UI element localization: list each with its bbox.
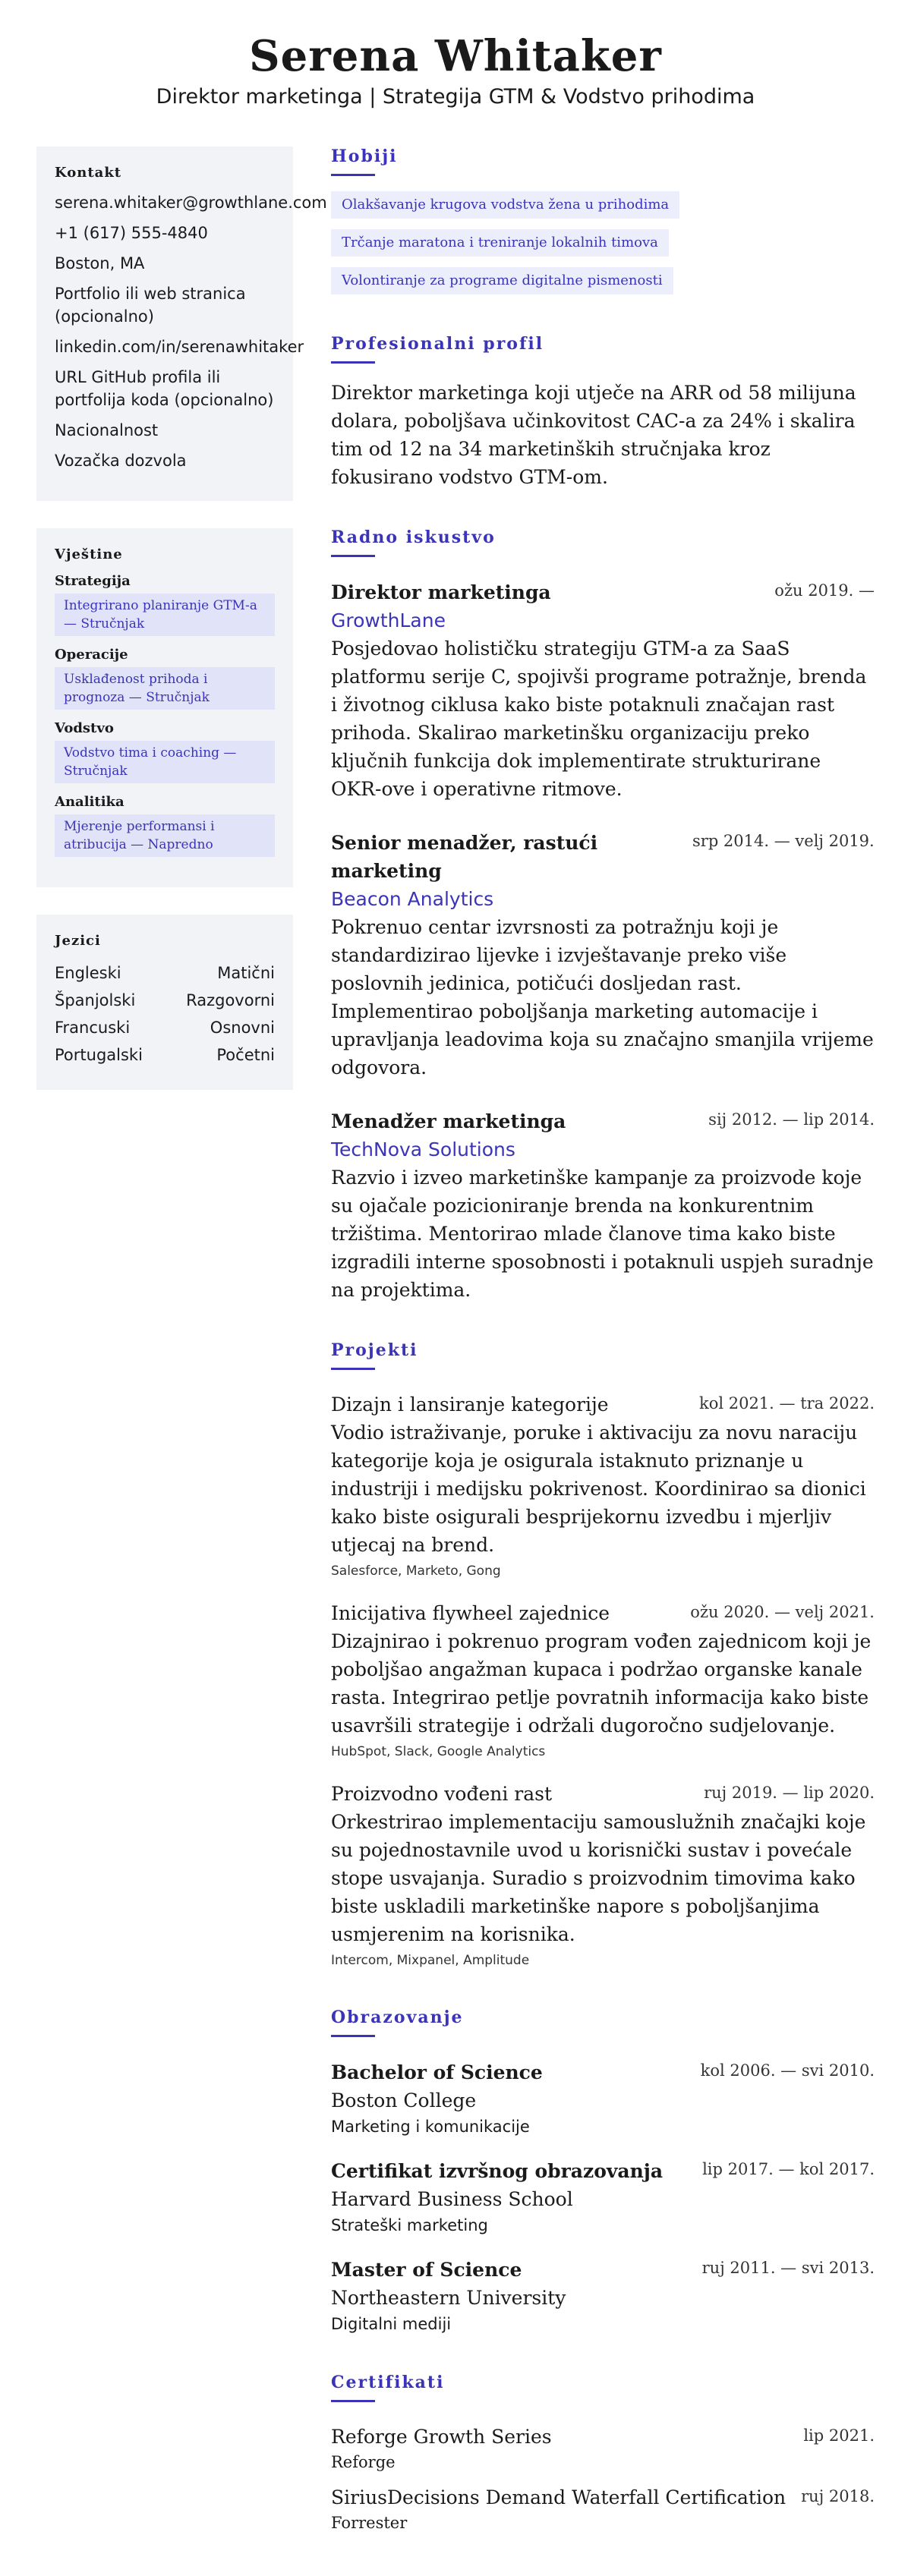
project-title: Proizvodno vođeni rast: [331, 1783, 553, 1806]
education-date: kol 2006. — svi 2010.: [700, 2061, 875, 2080]
education-date: lip 2017. — kol 2017.: [702, 2160, 875, 2179]
sidebar: [36, 146, 327, 2571]
hobbies-section: [331, 146, 875, 305]
hobby-tag: Trčanje maratona i treniranje lokalnih timova: [331, 229, 669, 257]
job-entry: [331, 829, 875, 1082]
contact-title: Kontakt: [55, 165, 122, 181]
section-title: Projekti: [331, 1340, 418, 1361]
project-description: Dizajnirao i pokrenuo program vođen zajednicom koji je poboljšao angažman kupaca i podržao organske kanale rasta. Integrirao petlje povratnih informacija kako biste usavršili strategije i održali dugoročno sudjelovanje.: [331, 1630, 872, 1737]
project-title: Inicijativa flywheel zajednice: [331, 1602, 610, 1625]
project-title: Dizajn i lansiranje kategorije: [331, 1393, 609, 1416]
skill-chip: Mjerenje performansi i atribucija — Napredno: [55, 814, 275, 857]
job-description: Pokrenuo centar izvrsnosti za potražnju koji je standardizirao lijevke i izvještavanje preko više poslovnih jedinica, potičući dosljedan rast. Implementirao poboljšanja marketing automacije i upravljanja leadovima koja su značajno smanjila vrijeme odgovora.: [331, 916, 874, 1079]
section-title: Radno iskustvo: [331, 527, 496, 548]
candidate-headline: Direktor marketinga | Strategija GTM & Vodstvo prihodima: [156, 85, 755, 109]
language-row: [55, 1014, 275, 1041]
project-tech: Intercom, Mixpanel, Amplitude: [331, 1953, 530, 1969]
profile-text: Direktor marketinga koji utječe na ARR od 58 milijuna dolara, poboljšava učinkovitost CAC-a za 24% i skalira tim od 12 na 34 marketinških stručnjaka kroz fokusirano vodstvo GTM-om.: [331, 382, 856, 489]
job-title: Direktor marketinga: [331, 581, 551, 604]
language-row: [55, 1041, 275, 1069]
project-entry: [331, 1781, 875, 1971]
job-description: Razvio i izveo marketinške kampanje za proizvode koje su ojačale pozicioniranje brenda na konkurentnim tržištima. Mentorirao mlade članove tima kako biste izgradili interne sposobnosti i potaknuli uspjeh suradnje na projektima.: [331, 1167, 874, 1302]
project-date: ožu 2020. — velj 2021.: [690, 1603, 875, 1622]
skill-chip: Usklađenost prihoda i prognoza — Stručnjak: [55, 667, 275, 710]
languages-card: [36, 915, 293, 1090]
education-entry: [331, 2058, 875, 2139]
skill-chip: Integrirano planiranje GTM-a — Stručnjak: [55, 594, 275, 636]
contact-portfolio[interactable]: Portfolio ili web stranica (opcionalno): [55, 285, 246, 326]
education-entry: [331, 2256, 875, 2336]
education-school: Northeastern University: [331, 2287, 566, 2310]
education-entry: [331, 2157, 875, 2237]
job-entry: [331, 1107, 875, 1304]
job-date: srp 2014. — velj 2019.: [692, 832, 875, 851]
contact-email[interactable]: serena.whitaker@growthlane.com: [55, 194, 327, 213]
section-title: Profesionalni profil: [331, 334, 544, 354]
language-level: Početni: [216, 1046, 275, 1065]
certificate-issuer: Reforge: [331, 2453, 396, 2472]
project-date: ruj 2019. — lip 2020.: [704, 1784, 875, 1803]
job-company: GrowthLane: [331, 609, 446, 632]
skills-title: Vještine: [55, 546, 123, 563]
section-divider: [331, 555, 375, 557]
contact-license: Vozačka dozvola: [55, 452, 187, 471]
candidate-name: Serena Whitaker: [249, 31, 662, 81]
education-degree: Certifikat izvršnog obrazovanja: [331, 2160, 664, 2183]
education-degree: Master of Science: [331, 2259, 522, 2282]
skill-chip: Vodstvo tima i coaching — Stručnjak: [55, 741, 275, 783]
job-date: sij 2012. — lip 2014.: [708, 1110, 875, 1129]
contact-github[interactable]: URL GitHub profila ili portfolija koda (opcionalno): [55, 368, 274, 410]
education-section: [331, 2008, 875, 2336]
education-school: Harvard Business School: [331, 2188, 573, 2211]
hobby-tag: Olakšavanje krugova vodstva žena u prihodima: [331, 191, 679, 219]
section-title: Obrazovanje: [331, 2008, 464, 2028]
education-field: Digitalni mediji: [331, 2315, 452, 2334]
contact-linkedin[interactable]: linkedin.com/in/serenawhitaker: [55, 338, 304, 357]
profile-section: [331, 334, 875, 491]
section-title: Hobiji: [331, 146, 398, 167]
education-field: Marketing i komunikacije: [331, 2118, 530, 2137]
certificate-issuer: Forrester: [331, 2514, 408, 2533]
hobby-tag: Volontiranje za programe digitalne pismenosti: [331, 267, 673, 294]
projects-section: [331, 1340, 875, 1971]
section-divider: [331, 174, 375, 176]
language-name: Portugalski: [55, 1046, 143, 1065]
language-name: Francuski: [55, 1019, 131, 1038]
certificate-name: Reforge Growth Series: [331, 2426, 552, 2448]
job-description: Posjedovao holističku strategiju GTM-a za SaaS platformu serije C, spojivši programe potražnje, brenda i životnog ciklusa kako biste potaknuli značajan rast prihoda. Skalirao marketinšku organizaciju preko ključnih funkcija dok implementirate strukturirane OKR-ove i operativne ritmove.: [331, 638, 867, 801]
contact-card: [36, 146, 327, 501]
job-company: Beacon Analytics: [331, 888, 494, 911]
contact-location: Boston, MA: [55, 254, 145, 273]
language-name: Španjolski: [55, 991, 136, 1010]
skill-category: Operacije: [55, 647, 128, 663]
language-row: [55, 959, 275, 987]
job-company: TechNova Solutions: [331, 1138, 515, 1161]
skills-card: [36, 528, 293, 887]
language-row: [55, 987, 275, 1014]
project-tech: Salesforce, Marketo, Gong: [331, 1564, 501, 1579]
section-divider: [331, 361, 375, 364]
contact-phone[interactable]: +1 (617) 555-4840: [55, 224, 208, 243]
skill-category: Analitika: [55, 794, 125, 811]
certificate-date: ruj 2018.: [801, 2487, 875, 2506]
contact-nationality: Nacionalnost: [55, 421, 159, 440]
certificate-entry: [331, 2484, 875, 2534]
resume-header: [0, 0, 911, 109]
language-level: Razgovorni: [186, 991, 275, 1010]
job-title: Menadžer marketinga: [331, 1110, 566, 1133]
language-name: Engleski: [55, 964, 121, 983]
project-date: kol 2021. — tra 2022.: [698, 1394, 875, 1413]
language-level: Osnovni: [210, 1019, 275, 1038]
certificate-date: lip 2021.: [803, 2426, 875, 2445]
job-date: ožu 2019. —: [774, 581, 875, 600]
education-degree: Bachelor of Science: [331, 2061, 543, 2084]
skill-category: Strategija: [55, 573, 131, 590]
project-description: Vodio istraživanje, poruke i aktivaciju za novu naraciju kategorije koja je osigurala istaknuto priznanje u industriji i medijsku pokrivenost. Koordinirao sa dionici kako biste osigurali besprijekornu izvedbu i mjerljiv utjecaj na brend.: [331, 1422, 866, 1557]
experience-section: [331, 527, 875, 1304]
certificate-entry: [331, 2423, 875, 2474]
certificate-name: SiriusDecisions Demand Waterfall Certification: [331, 2486, 786, 2509]
certificates-section: [331, 2373, 875, 2534]
section-divider: [331, 2400, 375, 2402]
section-divider: [331, 2035, 375, 2037]
project-entry: [331, 1391, 875, 1582]
languages-title: Jezici: [55, 933, 101, 949]
education-date: ruj 2011. — svi 2013.: [701, 2259, 875, 2278]
project-description: Orkestrirao implementaciju samouslužnih značajki koje su pojednostavnile uvod u korisnički sustav i povećale stope usvajanja. Suradio s proizvodnim timovima kako biste uskladili marketinške napore s poboljšanjima usmjerenim na korisnika.: [331, 1811, 866, 1946]
job-title: Senior menadžer, rastući marketing: [331, 832, 598, 883]
education-school: Boston College: [331, 2089, 477, 2112]
section-title: Certifikati: [331, 2373, 445, 2393]
project-entry: [331, 1600, 875, 1762]
project-tech: HubSpot, Slack, Google Analytics: [331, 1744, 546, 1760]
resume-body: [0, 146, 911, 2571]
section-divider: [331, 1368, 375, 1370]
language-level: Matični: [217, 964, 275, 983]
main-content: [331, 146, 875, 2571]
skill-category: Vodstvo: [55, 720, 114, 737]
job-entry: [331, 578, 875, 803]
education-field: Strateški marketing: [331, 2216, 488, 2235]
